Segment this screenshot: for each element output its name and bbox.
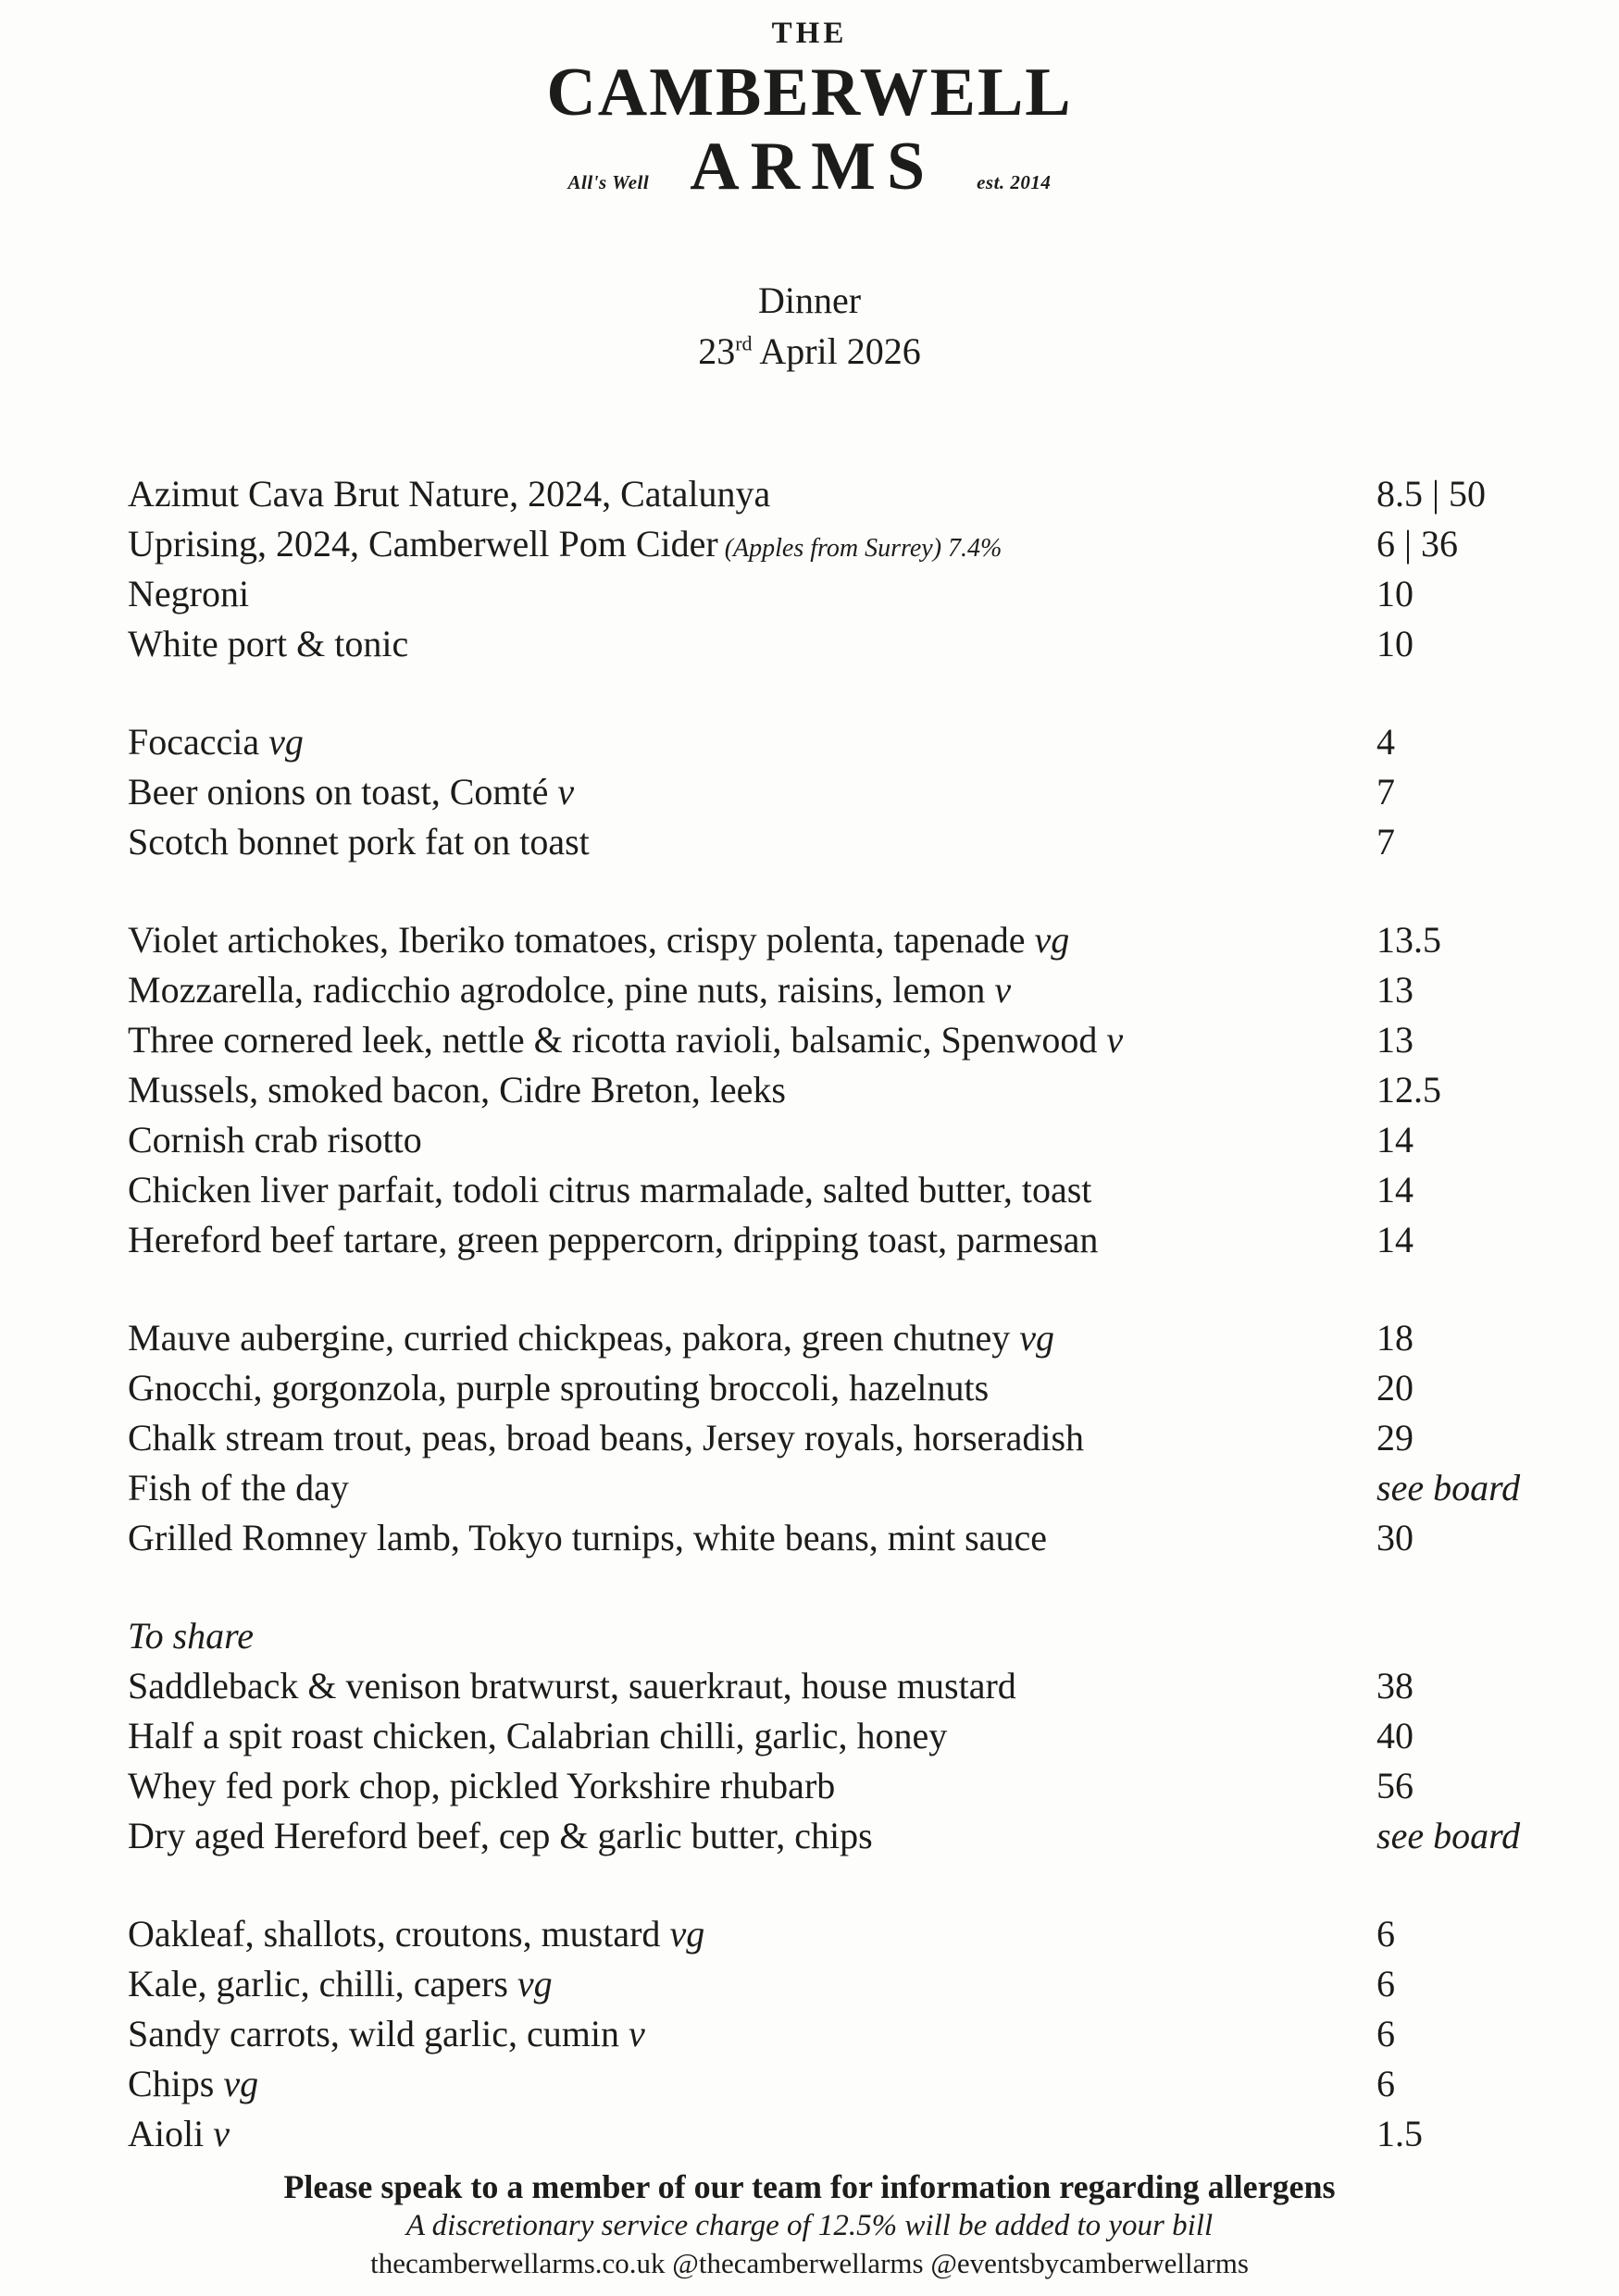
menu-item-row — [128, 717, 1539, 767]
logo-tagline-alls-well: All's Well — [567, 171, 650, 193]
item-price: 12.5 — [1376, 1069, 1441, 1111]
item-price: 6 | 36 — [1376, 523, 1459, 565]
item-name: Scotch bonnet pork fat on toast — [128, 821, 590, 863]
item-name: Chalk stream trout, peas, broad beans, Jersey royals, horseradish — [128, 1417, 1085, 1458]
item-name: Chips — [128, 2063, 215, 2104]
allergens-notice: Please speak to a member of our team for information regarding allergens — [283, 2168, 1336, 2205]
item-price: 6 — [1376, 2063, 1395, 2104]
item-name: Oakleaf, shallots, croutons, mustard — [128, 1913, 661, 1955]
item-name: Violet artichokes, Iberiko tomatoes, crispy polenta, tapenade — [128, 919, 1026, 961]
item-price: 13 — [1376, 969, 1414, 1011]
item-note: (Apples from Surrey) 7.4% — [717, 534, 1003, 563]
logo-arms-row — [0, 131, 1619, 217]
menu-item-row — [128, 1811, 1539, 1861]
item-name: Gnocchi, gorgonzola, purple sprouting broccoli, hazelnuts — [128, 1367, 990, 1409]
logo-line-arms: ARMS — [690, 129, 937, 205]
item-price: 14 — [1376, 1119, 1414, 1160]
item-price: see board — [1376, 1815, 1521, 1856]
dietary-tag: vg — [660, 1913, 705, 1955]
item-price: 6 — [1376, 2013, 1395, 2054]
item-price: 13.5 — [1376, 919, 1441, 961]
menu-item-row — [128, 1065, 1539, 1115]
menu-item-row — [128, 1363, 1539, 1413]
item-name: Whey fed pork chop, pickled Yorkshire rhubarb — [128, 1765, 836, 1806]
logo-tagline-est: est. 2014 — [977, 171, 1052, 193]
item-name: Half a spit roast chicken, Calabrian chilli, garlic, honey — [128, 1715, 948, 1756]
menu-section-mains — [128, 1313, 1539, 1563]
item-name: Mussels, smoked bacon, Cidre Breton, leeks — [128, 1069, 786, 1111]
dietary-tag: vg — [214, 2063, 259, 2104]
item-price: 14 — [1376, 1219, 1414, 1260]
date-ordinal-suffix: rd — [735, 331, 753, 355]
item-name: Azimut Cava Brut Nature, 2024, Catalunya — [128, 473, 771, 515]
menu-section-sides — [128, 1909, 1539, 2159]
menu-item-row — [128, 1711, 1539, 1761]
item-name: Fish of the day — [128, 1467, 349, 1508]
item-name: Three cornered leek, nettle & ricotta ravioli, balsamic, Spenwood — [128, 1019, 1098, 1061]
menu-item-row — [128, 1761, 1539, 1811]
menu-item-row — [128, 1513, 1539, 1563]
dietary-tag: vg — [259, 721, 304, 763]
item-name: Mauve aubergine, curried chickpeas, pakora, green chutney — [128, 1317, 1011, 1359]
service-charge-notice: A discretionary service charge of 12.5% will be added to your bill — [405, 2209, 1214, 2242]
dietary-tag: v — [985, 969, 1012, 1011]
item-price: see board — [1376, 1467, 1521, 1508]
menu-date — [0, 326, 1619, 377]
item-price: 7 — [1376, 771, 1395, 813]
item-name: Focaccia — [128, 721, 260, 763]
logo-line-the: THE — [771, 17, 848, 50]
menu-item-row — [128, 1959, 1539, 2009]
item-price: 38 — [1376, 1665, 1414, 1706]
dietary-tag: vg — [507, 1963, 553, 2004]
item-price: 7 — [1376, 821, 1395, 863]
menu-item-row — [128, 1115, 1539, 1165]
menu-item-row — [128, 1463, 1539, 1513]
item-name: Aioli — [128, 2113, 205, 2154]
menu-item-row — [128, 1413, 1539, 1463]
dietary-tag: vg — [1010, 1317, 1055, 1359]
item-price: 8.5 | 50 — [1376, 473, 1487, 515]
section-heading: To share — [128, 1615, 254, 1657]
menu-section-starters — [128, 915, 1539, 1265]
item-price: 20 — [1376, 1367, 1414, 1409]
menu-item-row — [128, 915, 1539, 965]
item-name: Negroni — [128, 573, 250, 614]
item-name: Uprising, 2024, Camberwell Pom Cider — [128, 523, 718, 565]
menu-item-row — [128, 817, 1539, 867]
item-price: 10 — [1376, 573, 1414, 614]
menu-subheader — [0, 275, 1619, 377]
item-name: Saddleback & venison bratwurst, sauerkraut, house mustard — [128, 1665, 1016, 1706]
item-price: 56 — [1376, 1765, 1414, 1806]
dietary-tag: v — [548, 771, 575, 813]
item-name: Chicken liver parfait, todoli citrus marmalade, salted butter, toast — [128, 1169, 1092, 1210]
restaurant-logo — [0, 0, 1619, 217]
item-price: 10 — [1376, 623, 1414, 664]
menu-item-row — [128, 1313, 1539, 1363]
item-price: 6 — [1376, 1913, 1395, 1955]
item-name: Kale, garlic, chilli, capers — [128, 1963, 508, 2004]
menu-item-row — [128, 519, 1539, 569]
dietary-tag: v — [1097, 1019, 1124, 1061]
meal-title: Dinner — [757, 279, 862, 321]
menu-sections — [0, 469, 1619, 2159]
item-name: Hereford beef tartare, green peppercorn, dripping toast, parmesan — [128, 1219, 1099, 1260]
menu-section-drinks — [128, 469, 1539, 669]
dietary-tag: v — [204, 2113, 230, 2154]
item-price: 13 — [1376, 1019, 1414, 1061]
menu-section-snacks — [128, 717, 1539, 867]
date-rest: April 2026 — [752, 330, 921, 372]
logo-line-camberwell: CAMBERWELL — [546, 55, 1073, 130]
menu-item-row — [128, 469, 1539, 519]
item-price: 1.5 — [1376, 2113, 1423, 2154]
item-price: 18 — [1376, 1317, 1414, 1359]
menu-footer — [0, 2166, 1619, 2281]
menu-item-row — [128, 767, 1539, 817]
item-name: Sandy carrots, wild garlic, cumin — [128, 2013, 619, 2054]
item-price: 30 — [1376, 1517, 1414, 1558]
menu-item-row — [128, 2009, 1539, 2059]
item-price: 40 — [1376, 1715, 1414, 1756]
menu-item-row — [128, 2059, 1539, 2109]
menu-item-row — [128, 569, 1539, 619]
menu-item-row — [128, 2109, 1539, 2159]
item-price: 14 — [1376, 1169, 1414, 1210]
menu-item-row — [128, 965, 1539, 1015]
item-name: Cornish crab risotto — [128, 1119, 422, 1160]
item-name: Dry aged Hereford beef, cep & garlic butter, chips — [128, 1815, 873, 1856]
item-price: 6 — [1376, 1963, 1395, 2004]
item-name: Beer onions on toast, Comté — [128, 771, 549, 813]
item-name: White port & tonic — [128, 623, 409, 664]
item-price: 29 — [1376, 1417, 1414, 1458]
dietary-tag: vg — [1025, 919, 1070, 961]
menu-item-row — [128, 1015, 1539, 1065]
menu-item-row — [128, 1661, 1539, 1711]
item-price: 4 — [1376, 721, 1395, 763]
menu-section-to-share — [128, 1611, 1539, 1861]
dietary-tag: v — [618, 2013, 645, 2054]
menu-item-row — [128, 1909, 1539, 1959]
contact-line: thecamberwellarms.co.uk @thecamberwellarms @eventsbycamberwellarms — [370, 2247, 1249, 2279]
item-name: Grilled Romney lamb, Tokyo turnips, white beans, mint sauce — [128, 1517, 1047, 1558]
menu-item-row — [128, 619, 1539, 669]
menu-item-row — [128, 1165, 1539, 1215]
item-name: Mozzarella, radicchio agrodolce, pine nuts, raisins, lemon — [128, 969, 986, 1011]
date-day: 23 — [698, 330, 736, 372]
menu-item-row — [128, 1215, 1539, 1265]
